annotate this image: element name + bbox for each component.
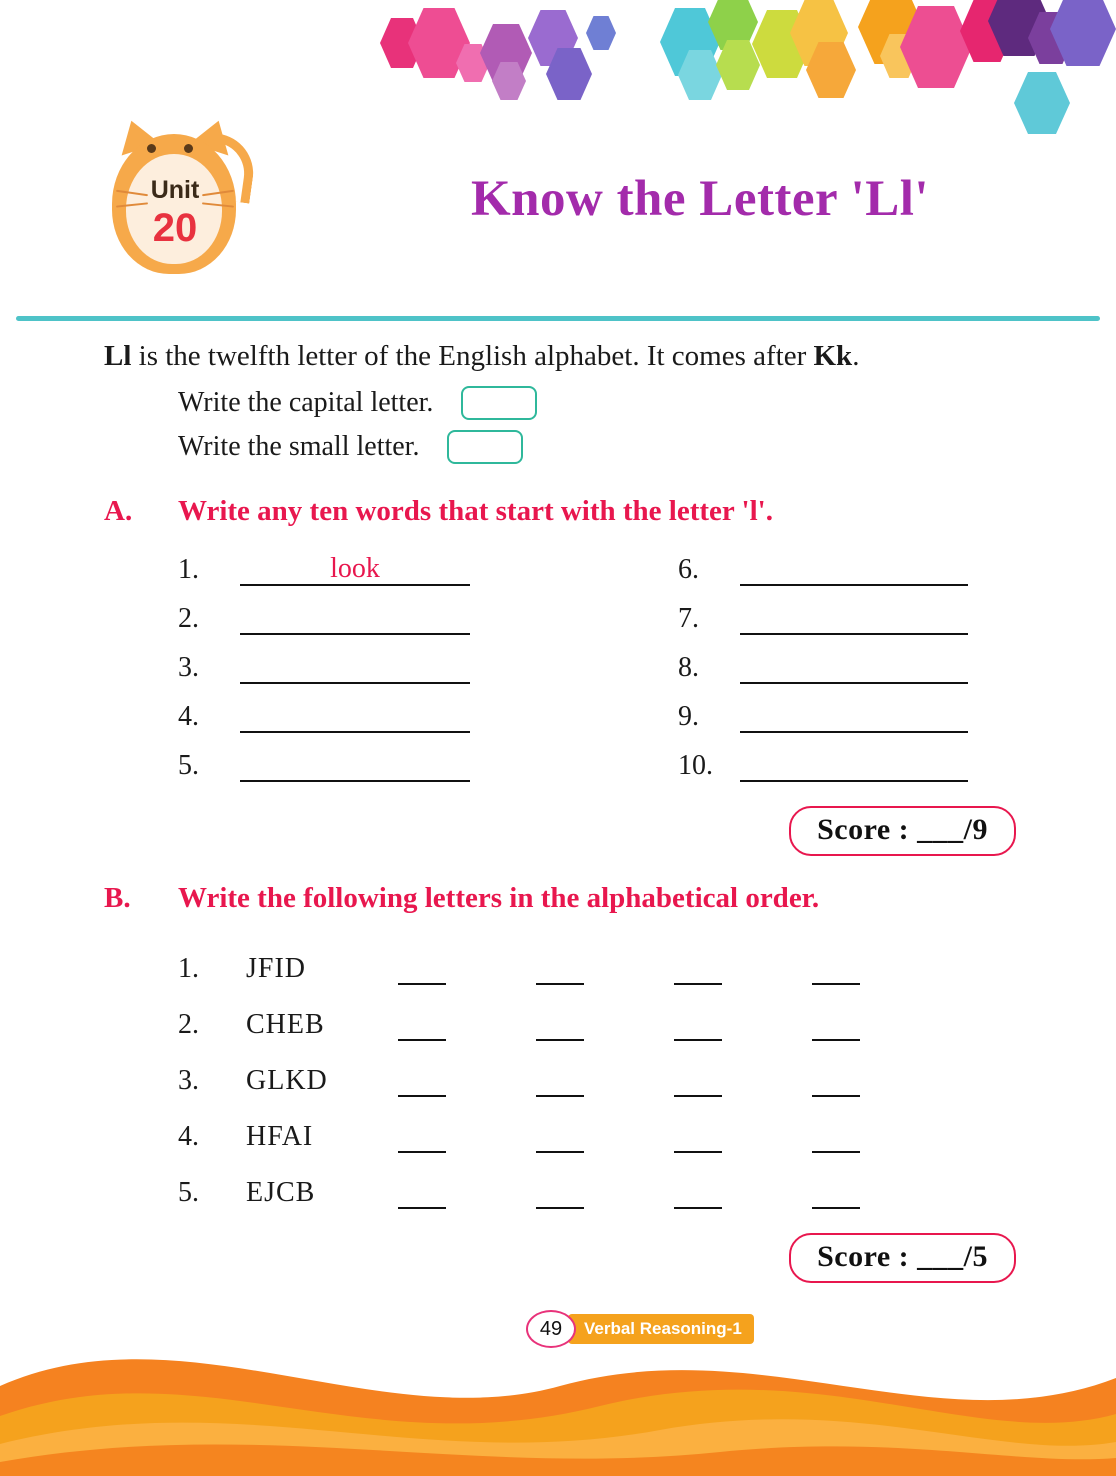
write-capital-input[interactable]: [461, 386, 537, 420]
row-2-blank-2[interactable]: [536, 1033, 584, 1041]
section-a-score: Score : ___/9: [789, 806, 1016, 856]
row-word: HFAI: [246, 1121, 314, 1153]
row-2-blank-1[interactable]: [398, 1033, 446, 1041]
row-word: GLKD: [246, 1065, 328, 1097]
row-3-blank-3[interactable]: [674, 1089, 722, 1097]
row-5-blank-4[interactable]: [812, 1201, 860, 1209]
list-item: [178, 687, 678, 733]
table-row: [178, 1153, 1016, 1209]
answer-input-1[interactable]: look: [240, 553, 470, 586]
row-5-blank-1[interactable]: [398, 1201, 446, 1209]
row-number: 1.: [178, 953, 199, 985]
answer-number: 8.: [678, 652, 699, 684]
answer-input-7[interactable]: [740, 602, 968, 635]
table-row: [178, 1097, 1016, 1153]
row-2-blank-4[interactable]: [812, 1033, 860, 1041]
answer-input-8[interactable]: [740, 651, 968, 684]
page-number: 49: [526, 1310, 576, 1348]
row-1-blank-1[interactable]: [398, 977, 446, 985]
write-small-input[interactable]: [447, 430, 523, 464]
decorative-hexagon-band: [360, 0, 1116, 140]
section-b-title: Write the following letters in the alphabetical order.: [178, 882, 820, 915]
intro-paragraph: [104, 338, 1016, 375]
row-word: EJCB: [246, 1177, 316, 1209]
answer-input-6[interactable]: [740, 553, 968, 586]
answer-input-3[interactable]: [240, 651, 470, 684]
write-small-row: [178, 425, 1016, 469]
list-item: [178, 540, 678, 586]
row-number: 4.: [178, 1121, 199, 1153]
section-b-score: Score : ___/5: [789, 1233, 1016, 1283]
row-3-blank-4[interactable]: [812, 1089, 860, 1097]
row-word: JFID: [246, 953, 307, 985]
unit-number: 20: [152, 206, 198, 250]
section-b-heading: [104, 882, 1016, 915]
answer-number: 2.: [178, 603, 199, 635]
page-footer-badge: [526, 1310, 754, 1348]
answer-number: 5.: [178, 750, 199, 782]
row-5-blank-3[interactable]: [674, 1201, 722, 1209]
worksheet-content: [104, 338, 1016, 1283]
title-divider: [16, 316, 1100, 321]
answer-number: 9.: [678, 701, 699, 733]
list-item: [178, 736, 678, 782]
row-number: 3.: [178, 1065, 199, 1097]
section-a-score-row: [104, 806, 1016, 856]
answer-number: 10.: [678, 750, 713, 782]
list-item: [178, 638, 678, 684]
footer-decoration: [0, 1266, 1116, 1476]
table-row: [178, 1041, 1016, 1097]
section-a-title: Write any ten words that start with the letter 'l'.: [178, 495, 773, 528]
intro-bold-letter: Ll: [104, 340, 132, 372]
row-1-blank-3[interactable]: [674, 977, 722, 985]
section-b-letter: B.: [104, 882, 131, 915]
unit-label: Unit: [150, 176, 200, 204]
unit-badge: [100, 118, 250, 283]
answer-number: 7.: [678, 603, 699, 635]
intro-bold-after: Kk: [813, 340, 853, 372]
section-a-letter: A.: [104, 495, 133, 528]
write-small-label: Write the small letter.: [178, 431, 420, 463]
answer-input-2[interactable]: [240, 602, 470, 635]
answer-input-5[interactable]: [240, 749, 470, 782]
row-1-blank-2[interactable]: [536, 977, 584, 985]
section-a-answer-grid: [178, 540, 1016, 782]
answer-input-10[interactable]: [740, 749, 968, 782]
answer-input-4[interactable]: [240, 700, 470, 733]
page-title: Know the Letter 'Ll': [470, 171, 930, 227]
answer-input-9[interactable]: [740, 700, 968, 733]
row-number: 5.: [178, 1177, 199, 1209]
row-1-blank-4[interactable]: [812, 977, 860, 985]
list-item: [678, 687, 1016, 733]
row-2-blank-3[interactable]: [674, 1033, 722, 1041]
answer-number: 1.: [178, 554, 199, 586]
list-item: [678, 638, 1016, 684]
row-number: 2.: [178, 1009, 199, 1041]
row-3-blank-1[interactable]: [398, 1089, 446, 1097]
intro-text-2: .: [852, 340, 860, 372]
row-5-blank-2[interactable]: [536, 1201, 584, 1209]
table-row: [178, 929, 1016, 985]
intro-text-1: is the twelfth letter of the English alphabet. It comes after: [131, 340, 814, 372]
answer-number: 3.: [178, 652, 199, 684]
answer-number: 6.: [678, 554, 699, 586]
row-word: CHEB: [246, 1009, 325, 1041]
row-4-blank-4[interactable]: [812, 1145, 860, 1153]
row-4-blank-2[interactable]: [536, 1145, 584, 1153]
cat-eye-icon: [147, 144, 156, 153]
list-item: [678, 589, 1016, 635]
book-label: Verbal Reasoning-1: [568, 1314, 754, 1344]
list-item: [178, 589, 678, 635]
table-row: [178, 985, 1016, 1041]
list-item: [678, 736, 1016, 782]
row-4-blank-3[interactable]: [674, 1145, 722, 1153]
list-item: [678, 540, 1016, 586]
section-a-heading: [104, 495, 1016, 528]
section-b-rows: [178, 929, 1016, 1209]
answer-number: 4.: [178, 701, 199, 733]
row-3-blank-2[interactable]: [536, 1089, 584, 1097]
cat-eye-icon: [184, 144, 193, 153]
write-capital-label: Write the capital letter.: [178, 387, 434, 419]
write-capital-row: [178, 381, 1016, 425]
row-4-blank-1[interactable]: [398, 1145, 446, 1153]
